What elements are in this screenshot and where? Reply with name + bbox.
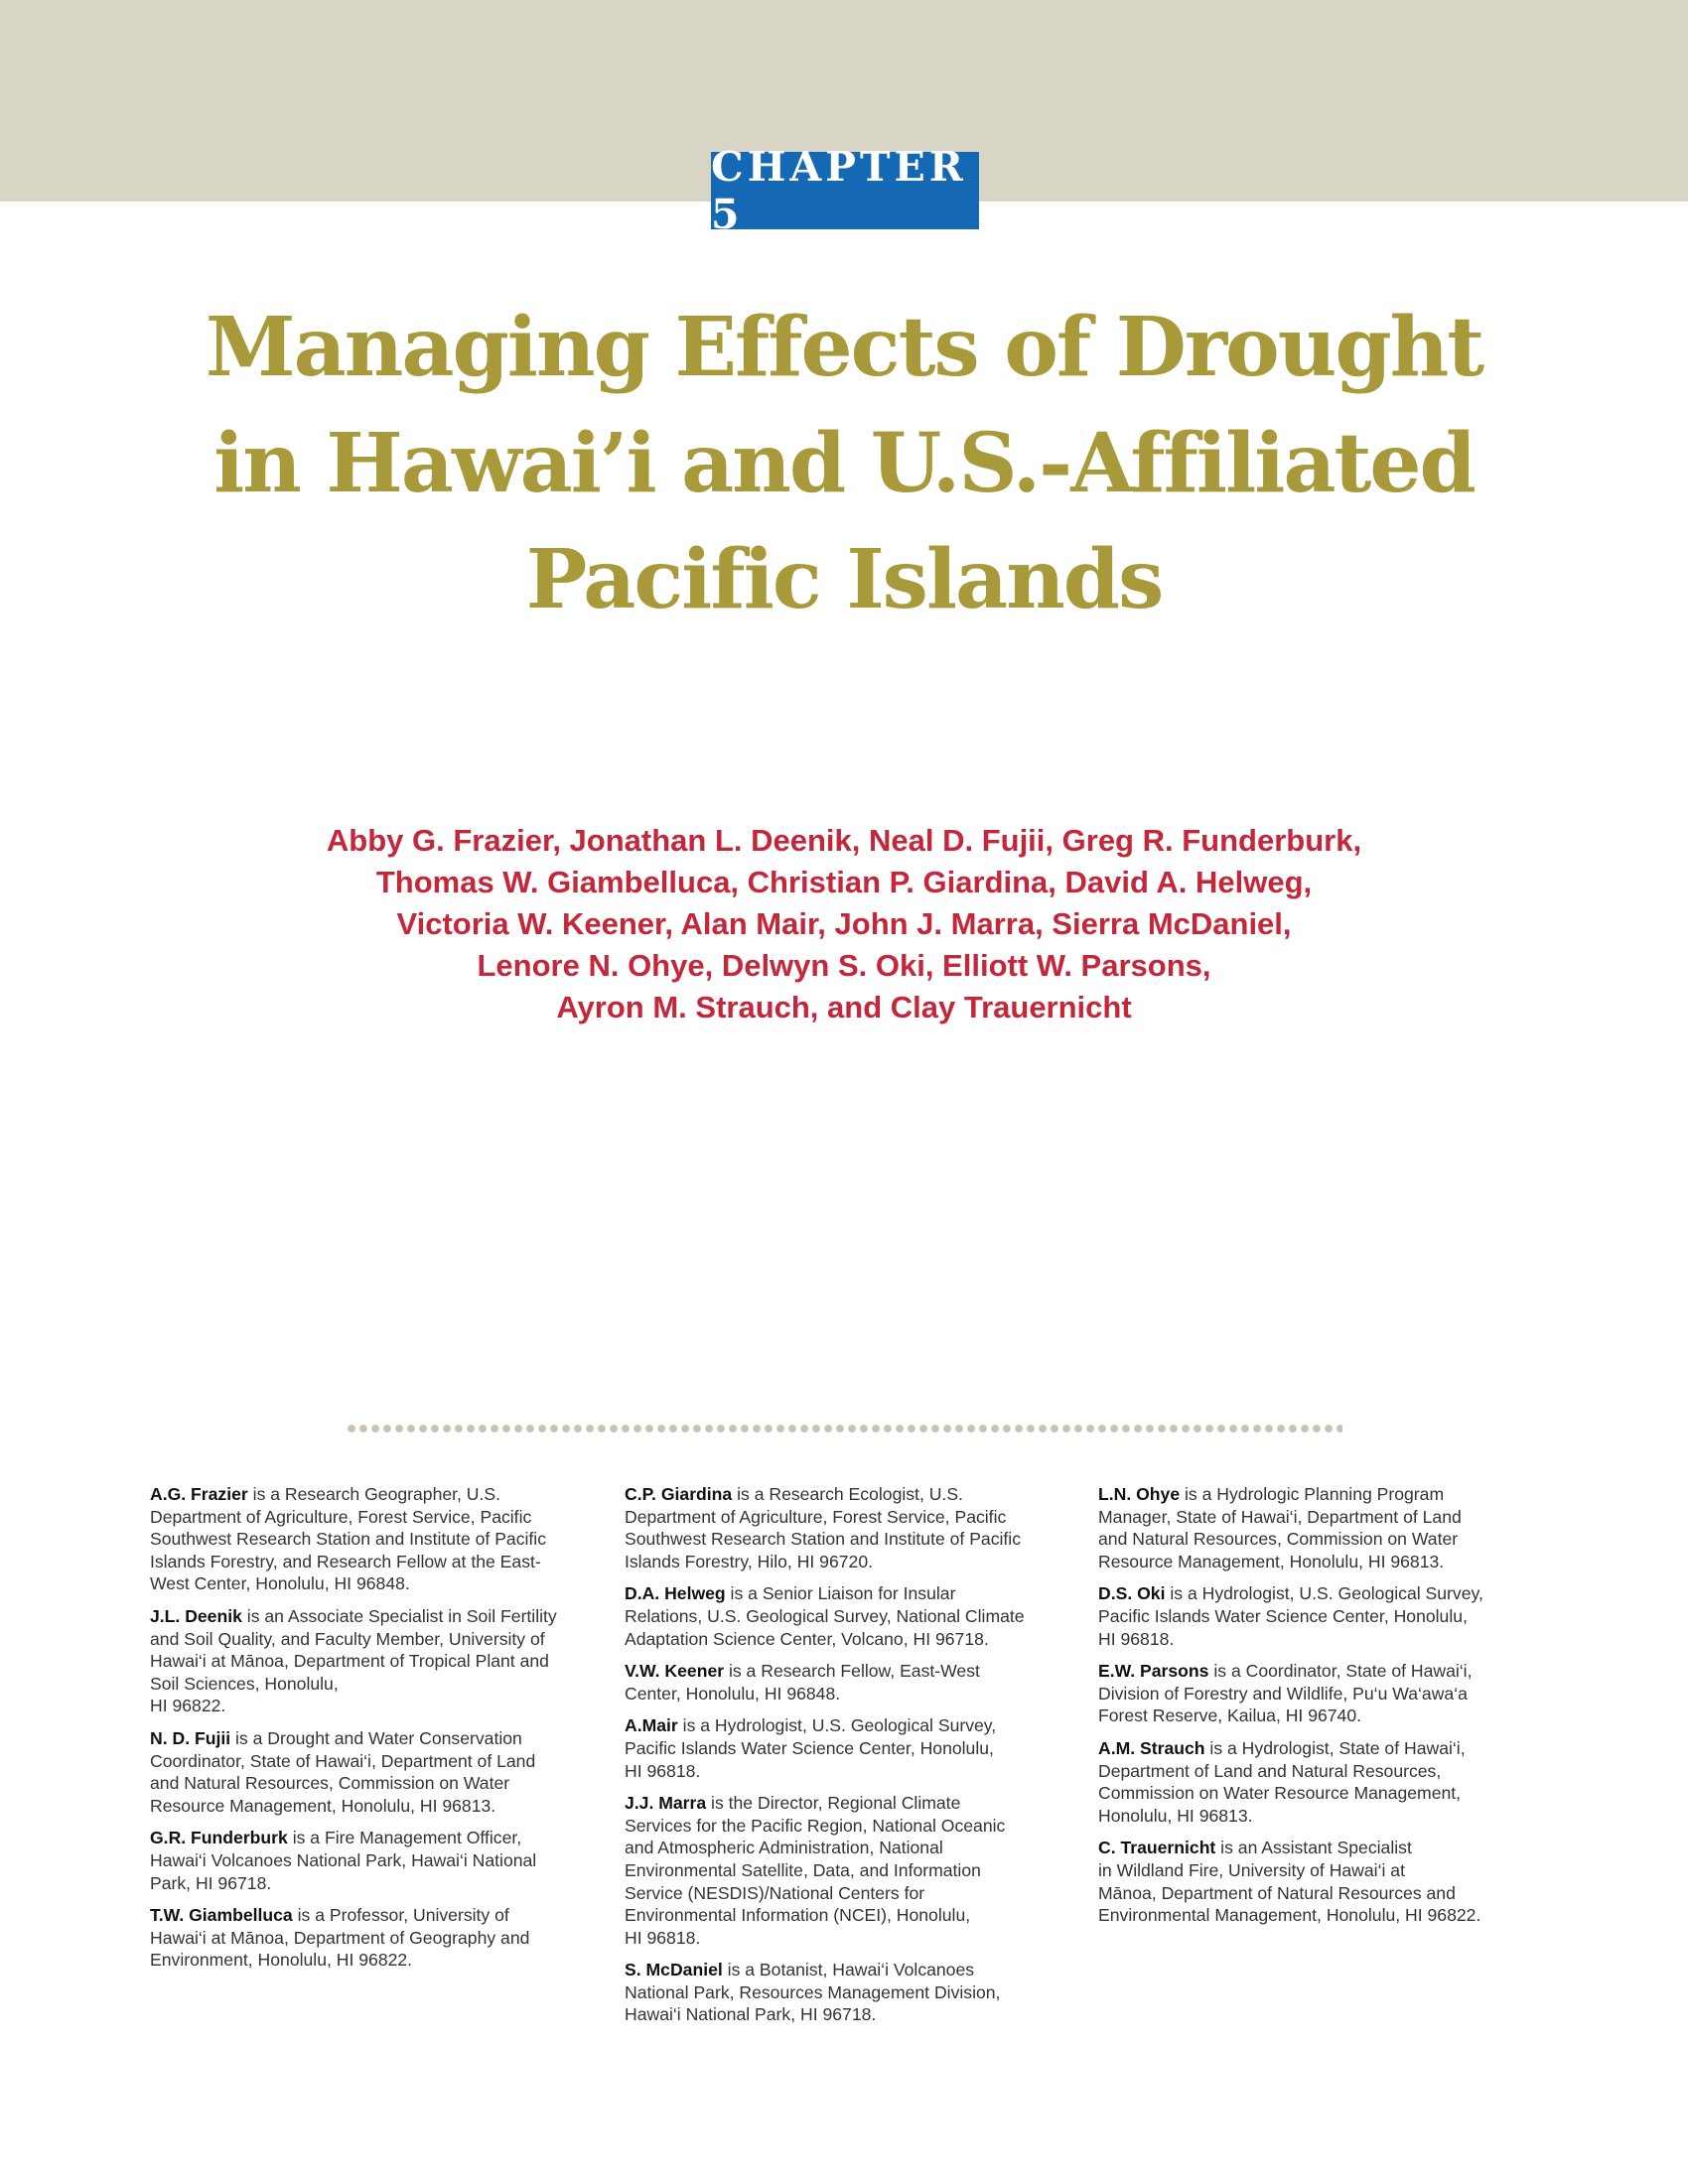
author-affiliation [150,1483,592,1595]
author-affiliation [150,1727,592,1817]
affiliation-author-name: J.L. Deenik [150,1605,242,1626]
affiliation-line [150,1572,592,1595]
affiliation-line [150,1650,592,1673]
affiliation-text: is a Professor, University of [292,1905,509,1926]
affiliation-column-1 [150,1483,592,1981]
affiliation-text: Hawai‘i at Mānoa, Department of Geography and [150,1927,530,1948]
affiliation-line [625,1506,1066,1529]
affiliation-line [1098,1904,1540,1927]
affiliation-line [625,1760,1066,1783]
author-affiliation [150,1904,592,1972]
affiliation-text: Islands Forestry, Hilo, HI 96720. [625,1551,873,1571]
author-affiliation [625,1959,1066,2026]
affiliation-line [150,1528,592,1551]
affiliation-line [625,1528,1066,1551]
author-line: Thomas W. Giambelluca, Christian P. Giardina, David A. Helweg, [375,865,1313,899]
affiliation-text: and Soil Quality, and Faculty Member, University of [150,1628,545,1649]
affiliation-author-name: C. Trauernicht [1098,1838,1216,1858]
author-affiliation [150,1605,592,1717]
affiliation-column-2 [625,1483,1066,2036]
affiliation-line [150,1904,592,1927]
affiliation-line [150,1727,592,1750]
affiliation-text: Division of Forestry and Wildlife, Pu‘u Wa‘awa‘a [1098,1683,1468,1704]
affiliation-text: is an Assistant Specialist [1215,1838,1412,1858]
affiliation-line [625,1605,1066,1628]
affiliation-text: Hawai‘i Volcanoes National Park, Hawai‘i National [150,1849,537,1870]
affiliation-line [625,1837,1066,1859]
affiliation-text: is an Associate Specialist in Soil Fertility [241,1605,557,1626]
affiliation-line [150,1795,592,1818]
affiliation-text: is a Drought and Water Conservation [230,1727,522,1748]
affiliation-line [150,1673,592,1696]
affiliation-text: Honolulu, HI 96813. [1098,1805,1253,1826]
affiliation-line [150,1628,592,1651]
affiliation-line [150,1605,592,1628]
affiliation-author-name: C.P. Giardina [625,1484,733,1504]
affiliation-line [1098,1605,1540,1628]
affiliation-line [625,1551,1066,1573]
affiliation-text: is a Botanist, Hawai‘i Volcanoes [722,1960,975,1980]
affiliation-text: Resource Management, Honolulu, HI 96813. [150,1795,496,1816]
affiliation-text: National Park, Resources Management Division, [625,1981,1001,2002]
affiliation-text: Center, Honolulu, HI 96848. [625,1683,841,1704]
affiliation-line [625,1815,1066,1838]
affiliation-text: Environmental Satellite, Data, and Information [625,1859,981,1880]
author-affiliation [625,1660,1066,1705]
affiliation-text: and Natural Resources, Commission on Water [150,1773,510,1794]
author-list [199,820,1489,1028]
author-affiliation [1098,1582,1540,1650]
page-title [149,290,1539,638]
affiliation-line [1098,1805,1540,1828]
affiliation-line [625,1714,1066,1737]
affiliation-text: Hawai‘i National Park, HI 96718. [625,2004,877,2025]
author-affiliation [625,1582,1066,1650]
affiliation-author-name: A.Mair [625,1715,678,1736]
affiliation-line [1098,1737,1540,1760]
affiliation-text: Department of Land and Natural Resources, [1098,1760,1442,1781]
affiliation-line [625,1959,1066,1981]
affiliation-line [1098,1859,1540,1882]
affiliation-line [1098,1528,1540,1551]
affiliation-line [1098,1882,1540,1905]
affiliation-text: Islands Forestry, and Research Fellow at the East- [150,1551,541,1571]
affiliation-line [625,1628,1066,1651]
affiliation-text: Coordinator, State of Hawai‘i, Department of Land [150,1750,536,1771]
affiliation-text: is a Senior Liaison for Insular [725,1583,956,1604]
affiliation-text: and Atmospheric Administration, National [625,1838,943,1858]
affiliation-text: Service (NESDIS)/National Centers for [625,1882,925,1903]
affiliation-line [1098,1837,1540,1859]
affiliation-author-name: L.N. Ohye [1098,1484,1181,1504]
author-affiliation [150,1827,592,1894]
affiliation-line [150,1949,592,1972]
author-line: Ayron M. Strauch, and Clay Trauernicht [556,990,1132,1024]
affiliation-text: Environmental Management, Honolulu, HI 96822. [1098,1905,1481,1926]
affiliation-text: is a Research Ecologist, U.S. [732,1484,963,1504]
affiliation-line [1098,1506,1540,1529]
affiliation-text: Environment, Honolulu, HI 96822. [150,1950,413,1971]
affiliation-line [1098,1782,1540,1805]
author-affiliation [1098,1660,1540,1727]
affiliation-text: HI 96818. [1098,1628,1175,1649]
affiliation-text: Forest Reserve, Kailua, HI 96740. [1098,1706,1362,1726]
affiliation-text: Resource Management, Honolulu, HI 96813. [1098,1551,1445,1571]
affiliation-line [1098,1660,1540,1683]
affiliation-author-name: T.W. Giambelluca [150,1905,293,1926]
affiliation-text: is a Research Fellow, East-West [724,1661,980,1682]
affiliation-text: Pacific Islands Water Science Center, Honolulu, [1098,1605,1468,1626]
affiliation-author-name: J.J. Marra [625,1793,707,1814]
affiliation-line [625,1660,1066,1683]
affiliation-line [150,1750,592,1773]
affiliation-line [150,1849,592,1872]
affiliation-text: is a Hydrologic Planning Program [1180,1484,1445,1504]
author-line: Lenore N. Ohye, Delwyn S. Oki, Elliott W. Parsons, [477,948,1211,983]
affiliation-text: is a Hydrologist, U.S. Geological Survey, [677,1715,997,1736]
author-line: Abby G. Frazier, Jonathan L. Deenik, Neal D. Fujii, Greg R. Funderburk, [326,823,1362,858]
affiliation-line [1098,1582,1540,1605]
affiliation-line [1098,1551,1540,1573]
affiliation-line [625,1582,1066,1605]
affiliation-line [625,1927,1066,1950]
affiliation-line [1098,1760,1540,1783]
affiliation-line [625,1904,1066,1927]
affiliation-text: Department of Agriculture, Forest Service, Pacific [150,1506,532,1527]
author-line: Victoria W. Keener, Alan Mair, John J. Marra, Sierra McDaniel, [396,906,1292,941]
affiliation-column-3 [1098,1483,1540,1937]
affiliation-line [625,1859,1066,1882]
affiliation-text: is a Hydrologist, State of Hawai‘i, [1204,1737,1466,1758]
affiliation-line [150,1872,592,1895]
affiliation-text: is the Director, Regional Climate [706,1793,961,1814]
affiliation-author-name: D.A. Helweg [625,1583,726,1604]
affiliation-text: Commission on Water Resource Management, [1098,1783,1462,1804]
affiliation-line [150,1772,592,1795]
affiliation-line [1098,1705,1540,1727]
author-affiliation [625,1792,1066,1949]
title-line: Pacific Islands [525,532,1163,627]
affiliation-text: Services for the Pacific Region, National Oceanic [625,1815,1006,1836]
affiliation-text: HI 96822. [150,1696,226,1716]
affiliation-text: Department of Agriculture, Forest Service, Pacific [625,1506,1007,1527]
affiliation-text: Mānoa, Department of Natural Resources and [1098,1882,1456,1903]
affiliation-text: West Center, Honolulu, HI 96848. [150,1573,410,1594]
affiliation-author-name: G.R. Funderburk [150,1828,288,1848]
affiliation-text: Manager, State of Hawai‘i, Department of Land [1098,1506,1462,1527]
affiliation-text: is a Coordinator, State of Hawai‘i, [1208,1661,1473,1682]
affiliation-text: is a Fire Management Officer, [287,1828,522,1848]
affiliation-author-name: D.S. Oki [1098,1583,1166,1604]
affiliation-text: is a Hydrologist, U.S. Geological Survey, [1165,1583,1483,1604]
affiliation-text: Park, HI 96718. [150,1872,272,1893]
affiliation-line [150,1927,592,1950]
title-line: in Hawai’i and U.S.-Affiliated [213,416,1475,511]
affiliation-text: HI 96818. [625,1927,701,1948]
affiliation-author-name: E.W. Parsons [1098,1661,1209,1682]
affiliation-text: Southwest Research Station and Institute of Pacific [150,1529,547,1550]
affiliation-author-name: N. D. Fujii [150,1727,231,1748]
affiliation-line [625,1683,1066,1706]
affiliation-author-name: V.W. Keener [625,1661,725,1682]
affiliation-text: Adaptation Science Center, Volcano, HI 96718. [625,1628,989,1649]
affiliation-line [150,1506,592,1529]
affiliation-line [625,1981,1066,2004]
author-affiliation [625,1483,1066,1572]
affiliation-author-name: A.G. Frazier [150,1484,248,1504]
author-affiliation [1098,1837,1540,1926]
affiliation-line [625,1792,1066,1815]
affiliation-line [625,1882,1066,1905]
affiliation-line [1098,1628,1540,1651]
affiliation-line [150,1483,592,1506]
affiliation-text: and Natural Resources, Commission on Water [1098,1529,1459,1550]
author-affiliation [625,1714,1066,1782]
affiliation-text: Relations, U.S. Geological Survey, National Climate [625,1605,1025,1626]
affiliation-text: Hawai‘i at Mānoa, Department of Tropical Plant and [150,1651,549,1672]
title-line: Managing Effects of Drought [205,300,1483,395]
affiliation-text: Southwest Research Station and Institute of Pacific [625,1529,1022,1550]
affiliation-line [625,2003,1066,2026]
affiliation-line [150,1695,592,1717]
affiliation-text: is a Research Geographer, U.S. [247,1484,501,1504]
dotted-divider [346,1424,1342,1433]
affiliation-line [1098,1483,1540,1506]
affiliation-line [1098,1683,1540,1706]
affiliation-line [625,1483,1066,1506]
affiliation-text: Soil Sciences, Honolulu, [150,1673,339,1694]
affiliation-text: in Wildland Fire, University of Hawai‘i at [1098,1859,1405,1880]
affiliation-text: HI 96818. [625,1760,701,1781]
chapter-label: CHAPTER 5 [711,152,979,229]
affiliation-line [150,1827,592,1849]
affiliation-line [625,1737,1066,1760]
affiliation-text: Pacific Islands Water Science Center, Honolulu, [625,1737,994,1758]
affiliation-line [150,1551,592,1573]
author-affiliation [1098,1737,1540,1827]
affiliation-text: Environmental Information (NCEI), Honolulu, [625,1905,971,1926]
affiliation-author-name: A.M. Strauch [1098,1737,1205,1758]
affiliation-author-name: S. McDaniel [625,1960,723,1980]
author-affiliation [1098,1483,1540,1572]
